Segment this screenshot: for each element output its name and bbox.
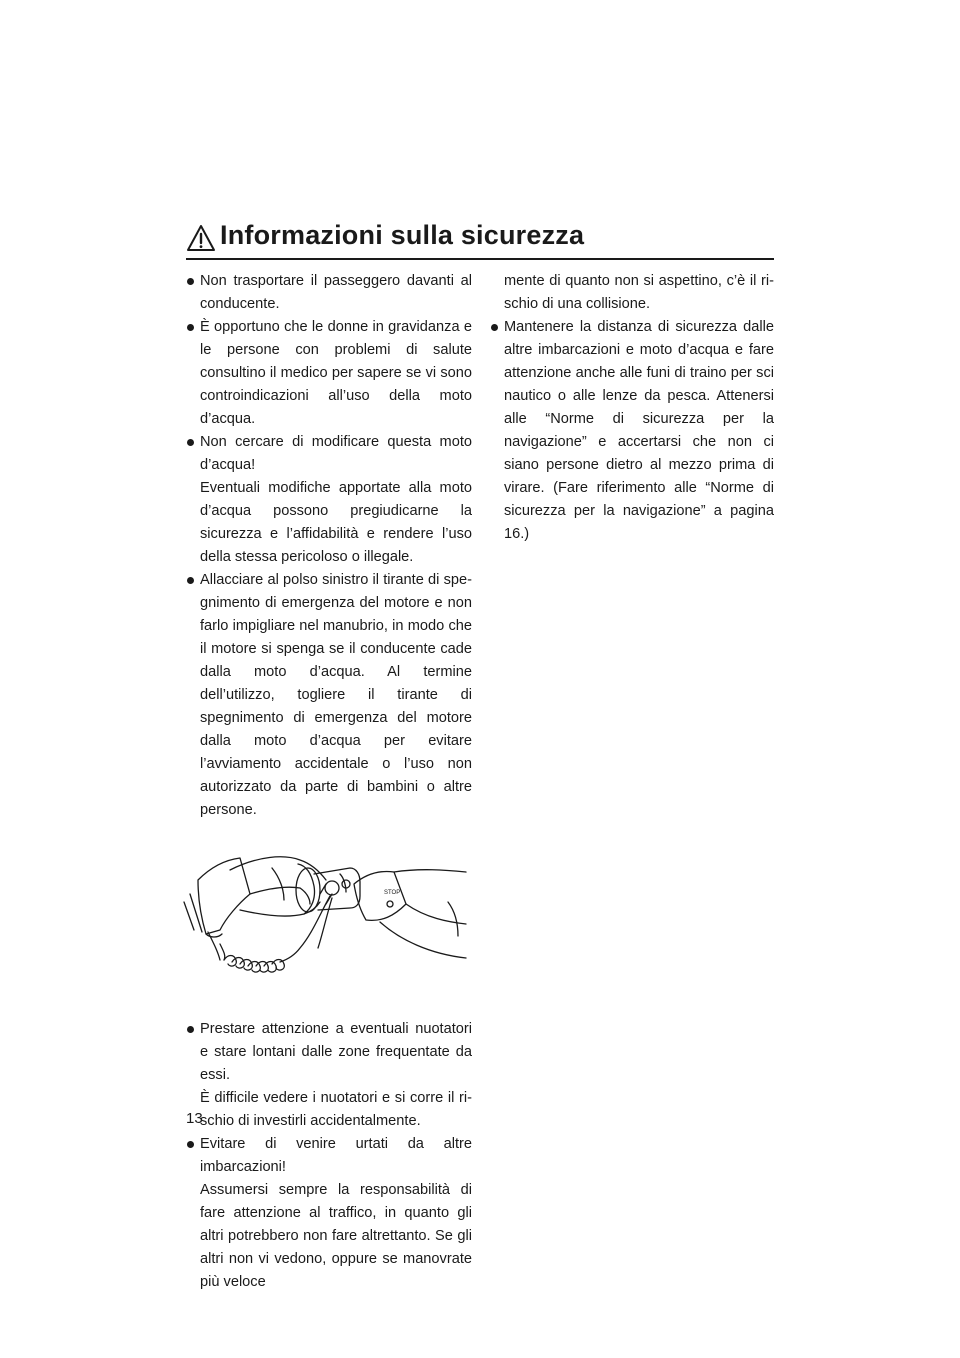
- list-item: Evitare di venire urtati da altre imbarcazioni!: [186, 1133, 472, 1179]
- list-item: Non cercare di modificare questa moto d’acqua!: [186, 431, 472, 477]
- left-column: [186, 270, 472, 1294]
- list-item-continuation: È difficile vedere i nuotatori e si corre il rischio di investirli accidentalmente.: [200, 1090, 472, 1129]
- warning-triangle-icon: [186, 224, 216, 252]
- page-header: [186, 222, 774, 260]
- stop-switch-label: STOP: [384, 890, 401, 896]
- list-item: Mantenere la distanza di sicurezza dalle altre imbarcazioni e moto d’acqua e fare attenzione anche alle funi di traino per sci nautico o alle lenze da pesca. Attenersi alle “Norme di sicurezza per la navigazione” e accertarsi che non ci siano persone dietro al mezzo prima di virare. (Fare riferimento alle “Norme di sicurezza per la navigazione” a pagina 16.): [490, 316, 774, 546]
- list-item-continuation: Assumersi sempre la responsabilità di fare attenzione al traffico, in quanto gli altri potrebbero non fare altrettanto. Se gli altri non vi vedono, oppure se manovrate più veloce: [200, 1182, 472, 1290]
- lanyard-illustration: [180, 844, 472, 1004]
- list-item-continuation: Eventuali modifiche apportate alla moto d’acqua possono pregiudicarne la sicurezza e l’affidabilità e rendere l’uso della stessa pericoloso o illegale.: [200, 480, 472, 565]
- page-number: 13: [186, 1110, 203, 1127]
- list-item: È opportuno che le donne in gravidanza e le persone con problemi di salute consultino il medico per sapere se vi sono controindicazioni all’uso della moto d’acqua.: [186, 316, 472, 431]
- list-item: Prestare attenzione a eventuali nuotatori e stare lontani dalle zone frequentate da essi.: [186, 1018, 472, 1087]
- list-item-continuation: mente di quanto non si aspettino, c’è il rischio di una collisione.: [504, 273, 774, 312]
- page-title: Informazioni sulla sicurezza: [220, 220, 585, 250]
- list-item: Allacciare al polso sinistro il tirante di spegnimento di emergenza del motore e non farlo impigliare nel manubrio, in modo che il motore si spenga se il conducente cade dalla moto d’acqua. Al termine dell’utilizzo, togliere il tirante di spegnimento di emergenza del motore dalla moto d’acqua per evitare l’avviamento accidentale o l’uso non autorizzato da parte di bambini o altre persone.: [186, 569, 472, 822]
- list-item: Non trasportare il passeggero davanti al conducente.: [186, 270, 472, 316]
- right-column: [490, 270, 774, 546]
